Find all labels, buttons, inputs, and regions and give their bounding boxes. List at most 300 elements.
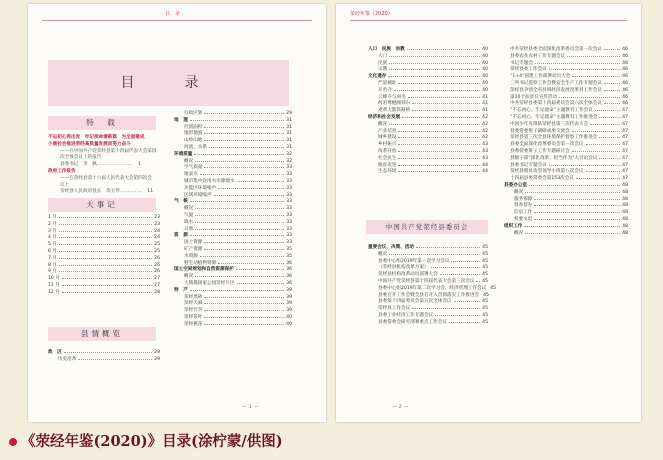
toc-entry-page: 44: [482, 169, 488, 175]
dot-leader: [195, 212, 284, 216]
toc-entry: [504, 155, 628, 162]
dot-leader: [534, 196, 620, 200]
toc-entry-page: 29: [286, 111, 292, 116]
toc-entry-label: 县委农业农村工作专题会议: [510, 53, 566, 59]
toc-entry-label: 12 月: [48, 289, 60, 295]
toc-entry-label: 县委工业经济工作专题会议: [378, 312, 434, 318]
dot-leader: [190, 117, 284, 121]
dot-leader: [200, 253, 284, 257]
toc-entry-page: 44: [482, 162, 488, 168]
toc-entry-label: 11 月: [48, 282, 60, 288]
dot-leader: [559, 94, 620, 98]
dot-leader: [195, 158, 284, 162]
toc-entry-label: 野生动植物资源: [184, 260, 217, 266]
toc-entry-page: 48: [622, 203, 628, 209]
toc-entry: [504, 53, 628, 60]
dot-leader: [204, 321, 284, 325]
toc-entry-page: 40: [482, 74, 488, 80]
toc-entry-label: 开善寺: [378, 87, 392, 93]
toc-entry: [368, 162, 488, 169]
toc-entry-page: 40: [482, 47, 488, 52]
toc-entry-label: 政 区: [48, 350, 62, 355]
dot-leader: [398, 162, 480, 166]
toc-entry: [174, 232, 292, 239]
toc-entry: [368, 244, 488, 251]
dot-leader: [572, 128, 620, 132]
toc-entry-label: 4 月: [48, 235, 57, 241]
toc-entry: [174, 212, 292, 219]
toc-entry-label: 荥经县脱贫攻坚领导小组第八次会议: [510, 169, 584, 175]
toc-entry: [368, 292, 488, 299]
toc-entry-page: 46: [622, 101, 628, 107]
toc-entry: [174, 280, 292, 287]
toc-entry-label: 书记专题会: [510, 60, 533, 66]
special-line: 县委书记 李 枫…………………… 1: [60, 162, 142, 168]
dot-leader: [62, 275, 152, 279]
toc-entry: [504, 202, 628, 209]
toc-entry-label: 河流、水系: [184, 144, 207, 150]
dot-leader: [599, 134, 620, 138]
toc-entry-page: 40: [482, 87, 488, 93]
dot-leader: [389, 251, 480, 255]
dot-leader: [200, 171, 284, 175]
toc-entry: [368, 80, 488, 87]
dot-leader: [204, 137, 284, 141]
caption: [8, 430, 283, 451]
toc-entry: [504, 168, 628, 175]
toc-entry-label: 县委常委班子工作专题研讨会: [510, 148, 570, 154]
toc-entry-label: 10 月: [48, 276, 60, 282]
toc-entry: [504, 100, 628, 107]
toc-entry-page: 45: [482, 278, 488, 284]
toc-entry-page: 33: [286, 178, 292, 184]
dot-leader: [398, 128, 480, 132]
toc-entry: [368, 319, 488, 326]
dot-leader: [535, 60, 620, 64]
toc-entry: [368, 60, 488, 67]
toc-entry-page: 41: [482, 94, 488, 100]
toc-entry-page: 33: [286, 172, 292, 178]
dot-leader: [59, 228, 152, 232]
toc-entry-page: 33: [286, 219, 292, 225]
toc-entry-label: 县委常委班子调研成果交流会: [510, 128, 570, 134]
toc-entry-label: 概况: [378, 251, 388, 257]
toc-entry-page: 45: [490, 285, 497, 291]
toc-entry-page: 39: [286, 308, 292, 314]
toc-entry-page: 48: [622, 223, 628, 229]
toc-entry-label: 机要文电: [514, 216, 533, 222]
dot-leader: [572, 148, 620, 152]
toc-entry: [174, 158, 292, 165]
toc-entry: [174, 205, 292, 212]
toc-entry-page: 25: [154, 242, 160, 248]
toc-entry: [368, 271, 488, 278]
toc-entry: [174, 314, 292, 321]
toc-entry: [174, 117, 292, 124]
toc-entry-label: 脱贫攻坚: [378, 162, 397, 168]
toc-entry-page: 42: [482, 128, 488, 134]
toc-entry-label: 荥经县争创全省县域经济发展改革县工作会议: [510, 87, 602, 93]
toc-entry-page: 29: [154, 356, 160, 362]
toc-entry-page: 45: [482, 299, 488, 305]
toc-entry-page: 46: [622, 94, 628, 100]
toc-entry: [368, 148, 488, 155]
toc-entry: [504, 73, 628, 80]
toc-entry-page: 43: [482, 142, 488, 148]
right-col2: [504, 46, 628, 236]
toc-entry-label: 县委第十四届委员会第五次全体会议: [378, 299, 452, 305]
left-header: · 目 录 ·: [162, 11, 184, 17]
overview-heading: 县情概览: [48, 327, 156, 341]
left-footer: — 1 —: [242, 404, 259, 410]
special-line: ——在中国共产党荥经县第十四届代表大会第四: [60, 148, 157, 154]
dot-leader: [549, 66, 620, 70]
toc-entry: [48, 282, 160, 289]
dot-leader: [204, 300, 284, 304]
toc-entry-label: 中国共产党荥经县第十四届代表大会第三次会议: [378, 278, 475, 284]
toc-entry: [504, 107, 628, 114]
toc-entry-page: 41: [482, 108, 488, 114]
overview-list: [48, 349, 160, 363]
toc-entry: [174, 124, 292, 131]
dot-leader: [586, 168, 621, 172]
dot-leader: [394, 87, 480, 91]
toc-entry-page: 33: [286, 192, 292, 198]
dot-leader: [431, 264, 481, 268]
toc-entry-page: 39: [286, 301, 292, 307]
right-footer: — 2 —: [392, 404, 409, 410]
dot-leader: [204, 239, 284, 243]
dot-leader: [549, 162, 620, 166]
special-line: 荥经县人民政府县长 余玉琴…………… 11: [60, 189, 154, 195]
dot-leader: [525, 189, 620, 193]
toc-entry-page: 24: [154, 228, 160, 234]
dot-leader: [237, 178, 285, 182]
dot-leader: [398, 148, 480, 152]
toc-entry: [368, 121, 488, 128]
dot-leader: [204, 246, 284, 250]
toc-entry-page: 46: [622, 53, 628, 59]
toc-entry-page: 42: [482, 135, 488, 141]
dot-leader: [59, 241, 152, 245]
toc-entry-label: 云峰寺与羽毛: [378, 94, 406, 100]
toc-entry-page: 46: [622, 74, 628, 80]
contents-title-band: [48, 60, 289, 106]
toc-entry: [368, 107, 488, 114]
dot-leader: [451, 258, 480, 262]
dot-leader: [59, 221, 152, 225]
dot-leader: [204, 124, 284, 128]
toc-entry-label: 县委全面深化改革委员会第一次会议: [510, 142, 584, 148]
toc-entry: [174, 307, 292, 314]
dot-leader: [190, 232, 284, 236]
toc-entry-page: 26: [154, 262, 160, 268]
special-line: 不忘初心再出发 牢记使命谱新篇 为全面建成: [48, 135, 145, 140]
right-col1-b: [368, 244, 497, 326]
special-line: ——在荥经县第十六届人民代表大会第四次会: [60, 175, 152, 181]
dot-leader: [454, 298, 481, 302]
toc-entry-label: 重要会议、决策、活动: [368, 245, 414, 250]
toc-entry-label: “1+4”创建工作部署动员大会: [510, 74, 571, 80]
dot-leader: [59, 268, 152, 272]
toc-entry-page: 23: [154, 221, 160, 227]
toc-entry-label: 空气质量: [184, 165, 203, 171]
dot-leader: [389, 121, 480, 125]
toc-entry-page: 26: [154, 255, 160, 261]
toc-entry: [504, 141, 628, 148]
toc-entry: [174, 226, 292, 233]
dot-leader: [398, 141, 480, 145]
toc-entry: [504, 87, 628, 94]
toc-entry: [368, 264, 488, 271]
toc-entry-page: 40: [482, 80, 488, 86]
toc-entry: [504, 162, 628, 169]
toc-entry-page: 25: [154, 248, 160, 254]
dot-leader: [435, 312, 480, 316]
toc-entry-label: 县委中心组2019年第二次学习会、经济管理工作会议: [378, 285, 487, 291]
toc-entry-page: 40: [286, 314, 292, 320]
toc-entry: [368, 94, 488, 101]
toc-entry-page: 47: [622, 108, 628, 114]
toc-entry: [48, 275, 160, 282]
dot-leader: [586, 141, 621, 145]
dot-leader: [398, 155, 480, 159]
toc-entry-label: 气温: [184, 212, 194, 218]
toc-entry-page: 48: [622, 216, 628, 222]
dot-leader: [218, 260, 284, 264]
toc-entry-label: 人口: [378, 53, 388, 59]
toc-entry-page: 33: [286, 199, 292, 205]
dot-leader: [59, 234, 152, 238]
toc-entry: [504, 209, 628, 216]
toc-entry-page: 45: [482, 251, 488, 257]
toc-entry: [174, 198, 292, 205]
toc-entry-page: 23: [154, 215, 160, 220]
events-heading: 大事记: [48, 198, 156, 212]
dot-leader: [195, 226, 284, 230]
toc-entry-page: 32: [286, 151, 292, 157]
dot-leader: [389, 53, 480, 57]
toc-entry: [368, 100, 488, 107]
special-heading: 特 载: [48, 116, 156, 130]
dot-leader: [62, 289, 152, 293]
dot-leader: [449, 319, 480, 323]
toc-entry: [174, 137, 292, 144]
toc-entry: [504, 223, 628, 230]
dot-leader: [599, 155, 620, 159]
dot-leader: [59, 262, 152, 266]
toc-entry-label: 环境质量: [174, 151, 193, 157]
toc-entry-label: 生态环境: [378, 169, 397, 175]
dot-leader: [204, 164, 284, 168]
dot-leader: [204, 294, 284, 298]
toc-entry-label: 城市集中饮用水水源地水: [184, 178, 235, 184]
toc-entry: [504, 128, 628, 135]
toc-entry-label: 区域环境噪声: [184, 192, 212, 198]
toc-entry-page: 47: [622, 148, 628, 154]
toc-entry-label: 荥经桃花: [184, 321, 203, 327]
toc-entry-page: 47: [622, 114, 628, 120]
toc-entry: [368, 46, 488, 53]
toc-entry-label: 人口 民族 宗教: [368, 47, 405, 52]
dot-leader: [412, 100, 480, 104]
dot-leader: [590, 121, 620, 125]
toc-entry: [48, 255, 160, 262]
toc-entry: [368, 134, 488, 141]
toc-entry: [174, 239, 292, 246]
dot-leader: [218, 185, 284, 189]
toc-entry-page: 45: [482, 272, 488, 278]
toc-entry-label: 概况: [378, 121, 388, 127]
dot-leader: [62, 282, 152, 286]
toc-entry: [174, 219, 292, 226]
toc-entry-page: 48: [622, 210, 628, 216]
toc-entry-label: 文化遗存: [368, 74, 387, 80]
dot-leader: [604, 87, 620, 91]
toc-entry: [48, 356, 160, 363]
toc-entry-label: 降水: [184, 219, 194, 225]
toc-entry-page: 47: [622, 142, 628, 148]
toc-entry-label: “不忘初心、牢记使命”主题教育工作推进会: [510, 114, 598, 120]
dot-leader: [524, 223, 620, 227]
dot-leader: [402, 114, 480, 118]
toc-entry: [504, 148, 628, 155]
toc-entry-label: 城乡建设: [378, 135, 397, 141]
toc-entry-page: 45: [482, 312, 488, 318]
toc-entry-label: 民族: [378, 60, 388, 66]
toc-entry-page: 27: [154, 276, 160, 282]
toc-entry-page: 31: [286, 117, 292, 123]
toc-entry: [504, 94, 628, 101]
toc-entry-label: 地 理: [174, 117, 188, 123]
toc-entry-label: 信息工作: [514, 210, 533, 216]
toc-entry-page: 48: [622, 230, 628, 236]
toc-entry: [174, 164, 292, 171]
toc-entry: [368, 128, 488, 135]
toc-entry-page: 35: [286, 253, 292, 259]
toc-entry-label: 概况: [514, 230, 524, 236]
toc-entry-label: 国土资源: [184, 240, 203, 246]
dot-leader: [398, 168, 480, 172]
dot-leader: [412, 107, 480, 111]
toc-entry: [368, 278, 488, 285]
toc-entry-label: 三所书记巡察工作会暨安全生产工作专题会议: [510, 80, 602, 86]
right-header: 荥经年鉴（2020）: [350, 11, 393, 17]
special-list: [48, 135, 160, 196]
toc-entry-page: 24: [154, 235, 160, 241]
toc-entry: [174, 110, 292, 117]
toc-entry-page: 47: [622, 169, 628, 175]
toc-entry: [504, 80, 628, 87]
toc-entry: [504, 182, 628, 189]
header-rule: [42, 20, 312, 21]
toc-entry-label: 第10个扶贫日宣传活动: [510, 94, 558, 100]
toc-entry-page: 33: [286, 240, 292, 246]
toc-entry-page: 31: [286, 144, 292, 150]
toc-entry-page: 47: [622, 176, 628, 182]
special-line: 小康社会推进荥经高质量发展而努力奋斗: [48, 141, 131, 147]
toc-entry-page: 33: [286, 165, 292, 171]
toc-entry-label: 概况: [184, 274, 194, 280]
toc-entry-page: 47: [622, 162, 628, 168]
toc-entry-label: 中共荥经县委第十四届委员会第六次全体会议: [510, 101, 602, 107]
toc-entry-page: 39: [286, 287, 292, 293]
dot-leader: [236, 266, 284, 270]
dot-leader: [572, 73, 620, 77]
toc-entry-label: 荥经县第三次全县环境保护督察工作推进会: [510, 135, 598, 141]
dot-leader: [64, 349, 152, 353]
toc-entry-page: 29: [154, 350, 160, 355]
toc-entry-label: 改革开放: [378, 148, 397, 154]
toc-entry-page: 43: [482, 148, 488, 154]
dot-leader: [440, 271, 480, 275]
toc-entry-label: 概况: [514, 189, 524, 195]
dot-leader: [407, 46, 480, 50]
toc-entry-page: 36: [286, 267, 292, 273]
toc-entry-label: “不忘初心、牢记使命”主题教育工作会议: [510, 108, 593, 114]
dot-leader: [408, 94, 481, 98]
toc-entry: [504, 216, 628, 223]
toc-entry-label: 荥经县工作会议: [378, 306, 411, 312]
dot-leader: [534, 202, 620, 206]
toc-entry-label: 县级干部“深化改革、担当作为”大讨论会议: [510, 155, 598, 161]
toc-entry: [504, 230, 628, 237]
toc-entry: [174, 185, 292, 192]
left-col2: [174, 110, 292, 328]
toc-entry: [174, 151, 292, 158]
toc-entry-page: 46: [622, 80, 628, 86]
toc-entry-page: 48: [622, 196, 628, 202]
left-page: [28, 4, 326, 422]
dot-leader: [389, 66, 480, 70]
toc-entry-label: 荥经竹笋: [184, 308, 203, 314]
toc-entry-page: 46: [622, 87, 628, 93]
dot-leader: [604, 80, 620, 84]
toc-entry-label: 概况: [184, 158, 194, 164]
toc-entry: [368, 141, 488, 148]
toc-entry: [368, 66, 488, 73]
toc-entry-page: 45: [482, 258, 488, 264]
toc-entry-label: 气 候: [174, 199, 188, 205]
toc-entry-label: 荥经县委工作会议: [510, 67, 547, 73]
dot-leader: [599, 114, 620, 118]
toc-entry-page: 47: [622, 155, 628, 161]
toc-entry: [174, 266, 292, 273]
toc-entry-label: 行政区划: [184, 111, 203, 116]
toc-entry: [504, 121, 628, 128]
dot-leader: [529, 182, 620, 186]
toc-entry: [368, 53, 488, 60]
bullet-icon: [8, 437, 18, 447]
toc-entry-page: 33: [286, 233, 292, 239]
special-line: 次全体会议上的报告: [60, 155, 102, 161]
dot-leader: [604, 100, 620, 104]
toc-entry-label: 位置面积: [184, 124, 203, 130]
dot-leader: [237, 280, 285, 284]
dot-leader: [204, 314, 284, 318]
toc-entry: [504, 66, 628, 73]
toc-entry: [368, 87, 488, 94]
toc-entry-label: 概况: [184, 206, 194, 212]
toc-entry: [48, 241, 160, 248]
dot-leader: [398, 80, 480, 84]
toc-entry-label: 资 源: [174, 233, 188, 239]
contents-title: 目 录: [120, 75, 217, 91]
toc-entry-label: 县委书记专题会议: [510, 162, 547, 168]
dot-leader: [190, 198, 284, 202]
toc-entry: [368, 305, 488, 312]
toc-entry-page: 40: [286, 321, 292, 327]
